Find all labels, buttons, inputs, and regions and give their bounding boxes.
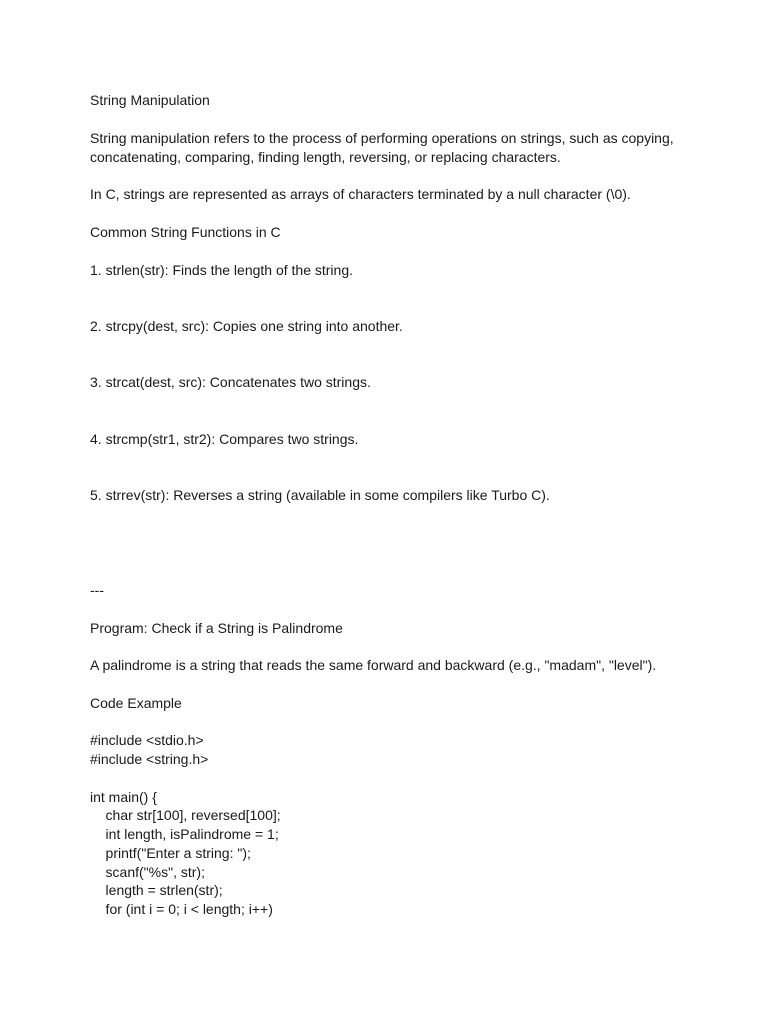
code-heading: Code Example xyxy=(90,695,182,711)
code-line: int main() { xyxy=(90,789,157,805)
functions-heading: Common String Functions in C xyxy=(90,224,281,240)
intro-paragraph: String manipulation refers to the process of performing operations on strings, such as copying, concatenating, comparing, finding length, reversing, or replacing characters. xyxy=(90,130,674,165)
code-line: printf("Enter a string: "); xyxy=(90,845,251,861)
code-line: #include <string.h> xyxy=(90,751,209,767)
function-item-strcmp: 4. strcmp(str1, str2): Compares two strings. xyxy=(90,431,359,447)
code-line: for (int i = 0; i < length; i++) xyxy=(90,901,273,917)
code-line: scanf("%s", str); xyxy=(90,864,205,880)
function-item-strlen: 1. strlen(str): Finds the length of the string. xyxy=(90,262,354,278)
code-line: int length, isPalindrome = 1; xyxy=(90,826,279,842)
code-line: #include <stdio.h> xyxy=(90,732,204,748)
function-item-strrev: 5. strrev(str): Reverses a string (available in some compilers like Turbo C). xyxy=(90,487,550,503)
separator: --- xyxy=(90,582,104,598)
palindrome-definition: A palindrome is a string that reads the same forward and backward (e.g., "madam", "level"). xyxy=(90,657,657,673)
program-heading: Program: Check if a String is Palindrome xyxy=(90,620,343,636)
function-item-strcpy: 2. strcpy(dest, src): Copies one string into another. xyxy=(90,318,403,334)
c-strings-paragraph: In C, strings are represented as arrays of characters terminated by a null character (\0). xyxy=(90,186,631,202)
code-line: char str[100], reversed[100]; xyxy=(90,807,281,823)
document-title: String Manipulation xyxy=(90,92,210,108)
code-line: length = strlen(str); xyxy=(90,882,223,898)
function-item-strcat: 3. strcat(dest, src): Concatenates two strings. xyxy=(90,374,371,390)
